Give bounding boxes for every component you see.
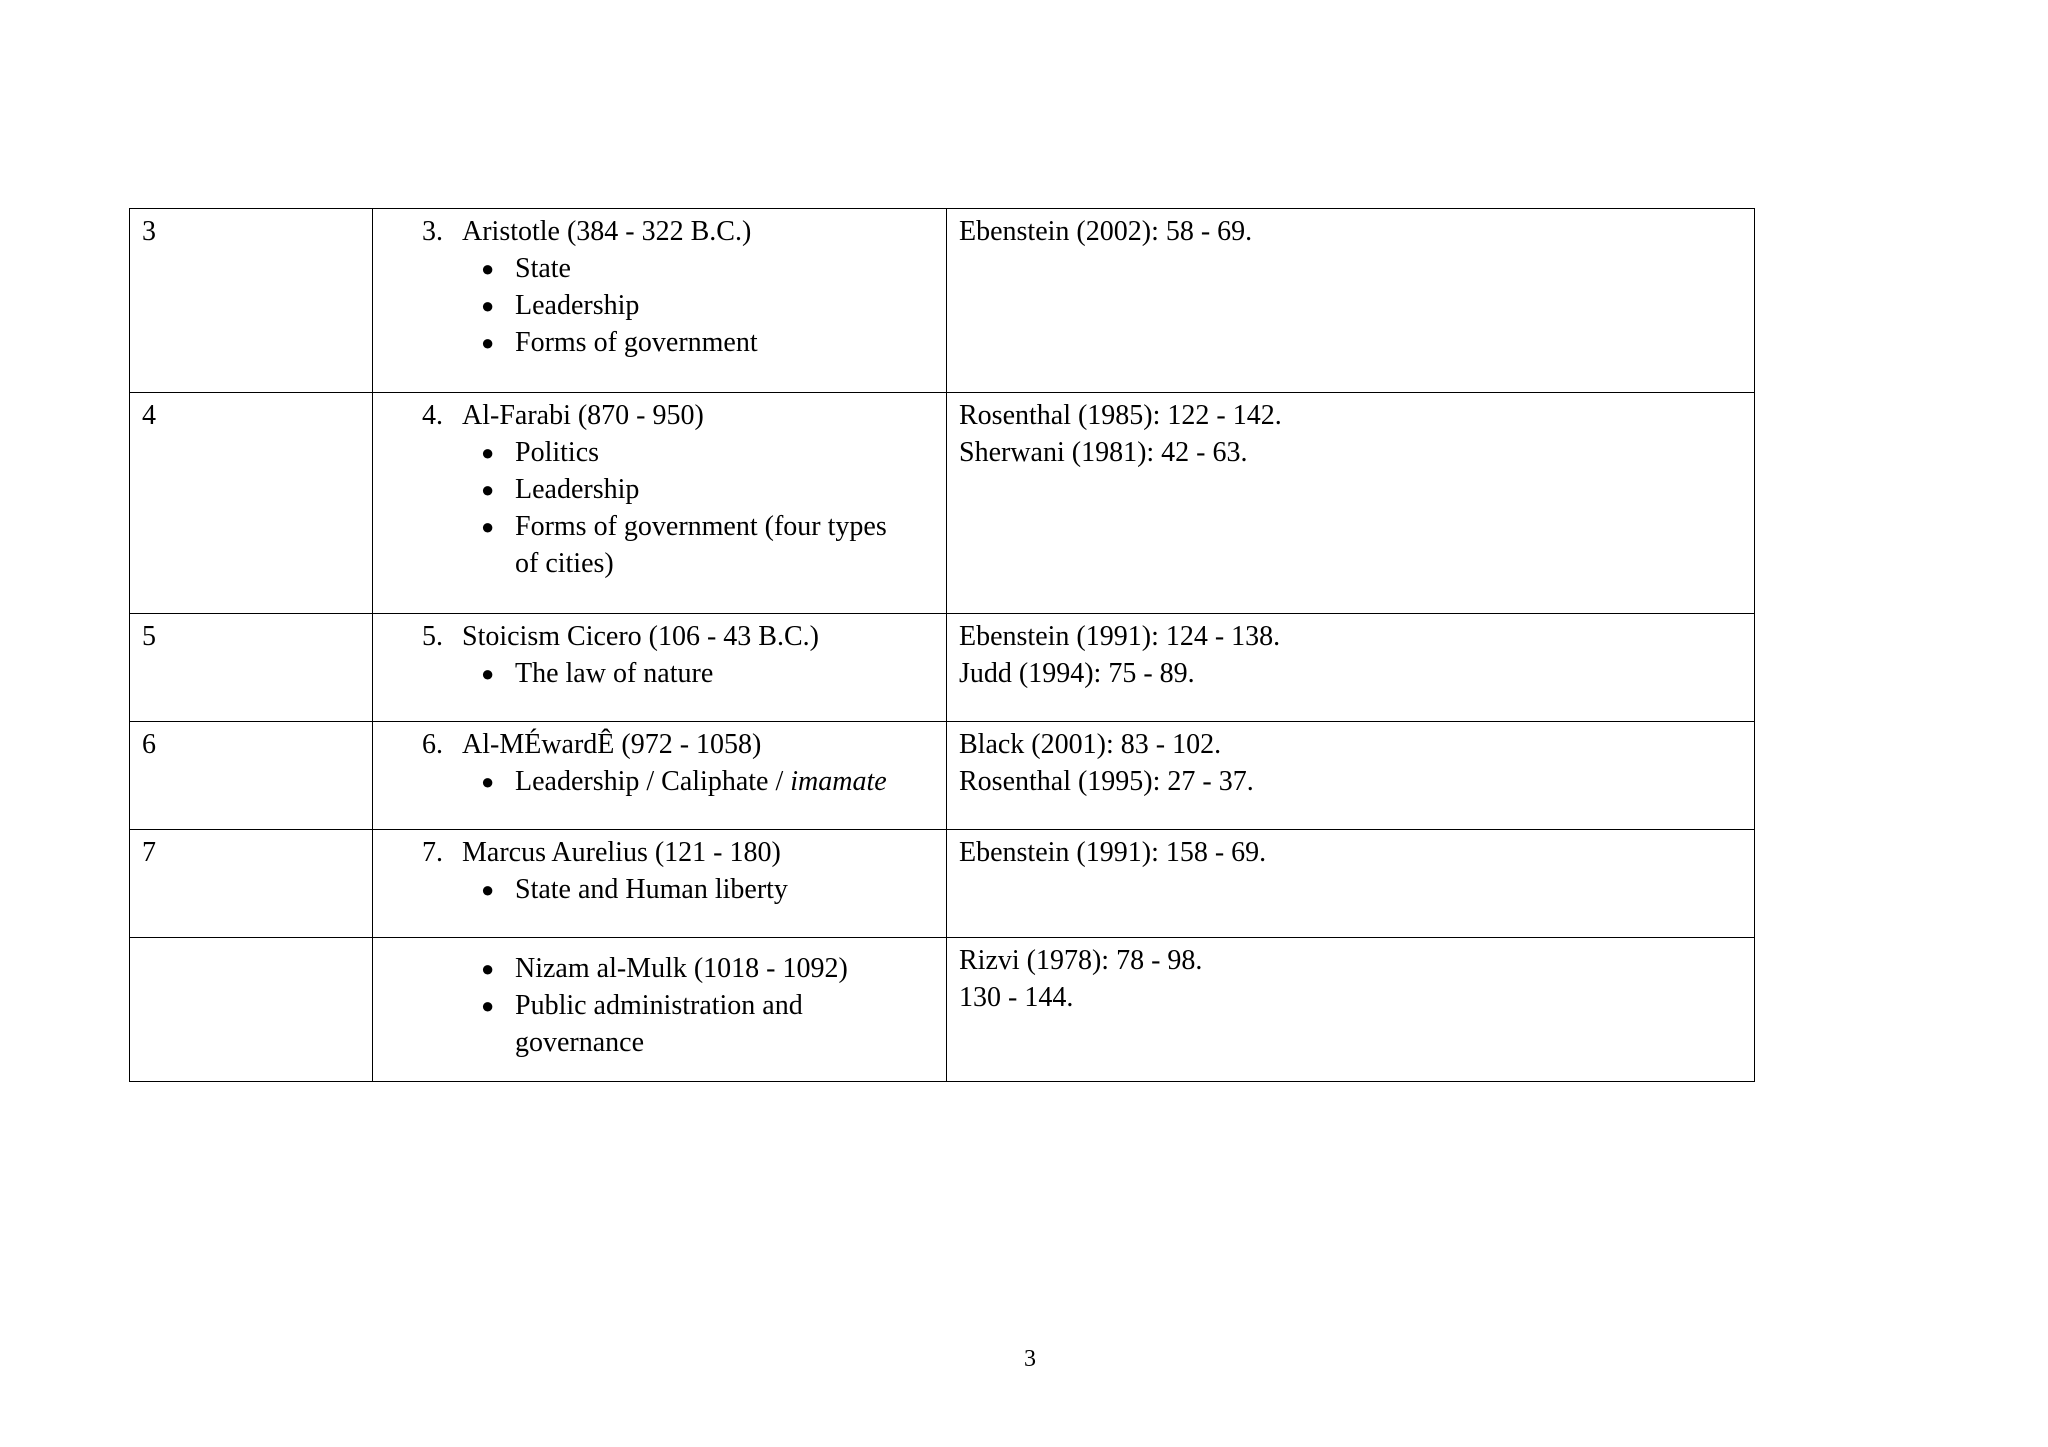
readings-cell xyxy=(947,722,1755,830)
topic-heading xyxy=(385,397,934,434)
topic-title: Al-MÉwardÊ (972 - 1058) xyxy=(462,729,762,760)
subtopic-list xyxy=(385,871,934,908)
topic-cell xyxy=(373,209,947,393)
topic-cell xyxy=(373,393,947,614)
list-item: ● Forms of government (four types of cities) xyxy=(385,508,934,582)
reading-reference: Sherwani (1981): 42 - 63. xyxy=(959,437,1248,468)
list-item: ● Nizam al-Mulk (1018 - 1092) xyxy=(385,950,934,987)
table-row xyxy=(130,209,1755,393)
bullet-icon: ● xyxy=(481,769,495,794)
page-number: 3 xyxy=(1024,1346,1036,1372)
topic-number: 3. xyxy=(422,216,443,247)
list-item: ● Leadership xyxy=(385,471,934,508)
reading-reference: Ebenstein (1991): 124 - 138. xyxy=(959,621,1281,652)
bullet-icon: ● xyxy=(481,877,495,902)
topic-cell xyxy=(373,830,947,938)
topic-number: 6. xyxy=(422,729,443,760)
topic-heading xyxy=(385,618,934,655)
table-row xyxy=(130,614,1755,722)
reading-reference: 130 - 144. xyxy=(959,982,1074,1013)
list-item: ● Leadership xyxy=(385,287,934,324)
topic-cell xyxy=(373,722,947,830)
subtopic-list xyxy=(385,655,934,692)
subtopic-list xyxy=(385,434,934,582)
reading-reference: Rizvi (1978): 78 - 98. xyxy=(959,945,1203,976)
list-item: ● State xyxy=(385,250,934,287)
list-item: ● Forms of government xyxy=(385,324,934,361)
topic-cell xyxy=(373,938,947,1082)
week-number: 3 xyxy=(142,216,156,247)
bullet-icon: ● xyxy=(481,514,495,539)
reading-reference: Rosenthal (1985): 122 - 142. xyxy=(959,400,1282,431)
week-cell xyxy=(130,830,373,938)
bullet-icon: ● xyxy=(481,293,495,318)
week-number: 5 xyxy=(142,621,156,652)
topic-title: Aristotle (384 - 322 B.C.) xyxy=(462,216,752,247)
list-item: ● The law of nature xyxy=(385,655,934,692)
topic-title: Al-Farabi (870 - 950) xyxy=(462,400,704,431)
list-item: ● State and Human liberty xyxy=(385,871,934,908)
course-outline-table xyxy=(129,208,1755,1082)
week-cell xyxy=(130,393,373,614)
bullet-icon: ● xyxy=(481,993,495,1018)
subtopic-list xyxy=(385,250,934,361)
list-item: ● Politics xyxy=(385,434,934,471)
table-row xyxy=(130,830,1755,938)
readings-cell xyxy=(947,209,1755,393)
week-number: 6 xyxy=(142,729,156,760)
readings-cell xyxy=(947,614,1755,722)
week-number: 4 xyxy=(142,400,156,431)
topic-number: 5. xyxy=(422,621,443,652)
reading-reference: Rosenthal (1995): 27 - 37. xyxy=(959,766,1254,797)
topic-title: Stoicism Cicero (106 - 43 B.C.) xyxy=(462,621,819,652)
subtopic-list xyxy=(385,950,934,1061)
week-cell xyxy=(130,209,373,393)
topic-cell xyxy=(373,614,947,722)
reading-reference: Black (2001): 83 - 102. xyxy=(959,729,1222,760)
topic-heading xyxy=(385,726,934,763)
topic-heading xyxy=(385,834,934,871)
topic-title: Marcus Aurelius (121 - 180) xyxy=(462,837,781,868)
topic-number: 4. xyxy=(422,400,443,431)
topic-heading xyxy=(385,213,934,250)
bullet-icon: ● xyxy=(481,256,495,281)
topic-number: 7. xyxy=(422,837,443,868)
bullet-icon: ● xyxy=(481,477,495,502)
table-row xyxy=(130,393,1755,614)
table-row xyxy=(130,722,1755,830)
readings-cell xyxy=(947,938,1755,1082)
bullet-icon: ● xyxy=(481,956,495,981)
readings-cell xyxy=(947,393,1755,614)
bullet-icon: ● xyxy=(481,330,495,355)
subtopic-list xyxy=(385,763,934,800)
readings-cell xyxy=(947,830,1755,938)
bullet-icon: ● xyxy=(481,440,495,465)
list-item: ● Leadership / Caliphate / imamate xyxy=(385,763,934,800)
week-cell xyxy=(130,938,373,1082)
week-cell xyxy=(130,722,373,830)
week-cell xyxy=(130,614,373,722)
list-item: ● Public administration and governance xyxy=(385,987,934,1061)
reading-reference: Judd (1994): 75 - 89. xyxy=(959,658,1195,689)
reading-reference: Ebenstein (2002): 58 - 69. xyxy=(959,216,1253,247)
week-number: 7 xyxy=(142,837,156,868)
table-row xyxy=(130,938,1755,1082)
bullet-icon: ● xyxy=(481,661,495,686)
reading-reference: Ebenstein (1991): 158 - 69. xyxy=(959,837,1267,868)
